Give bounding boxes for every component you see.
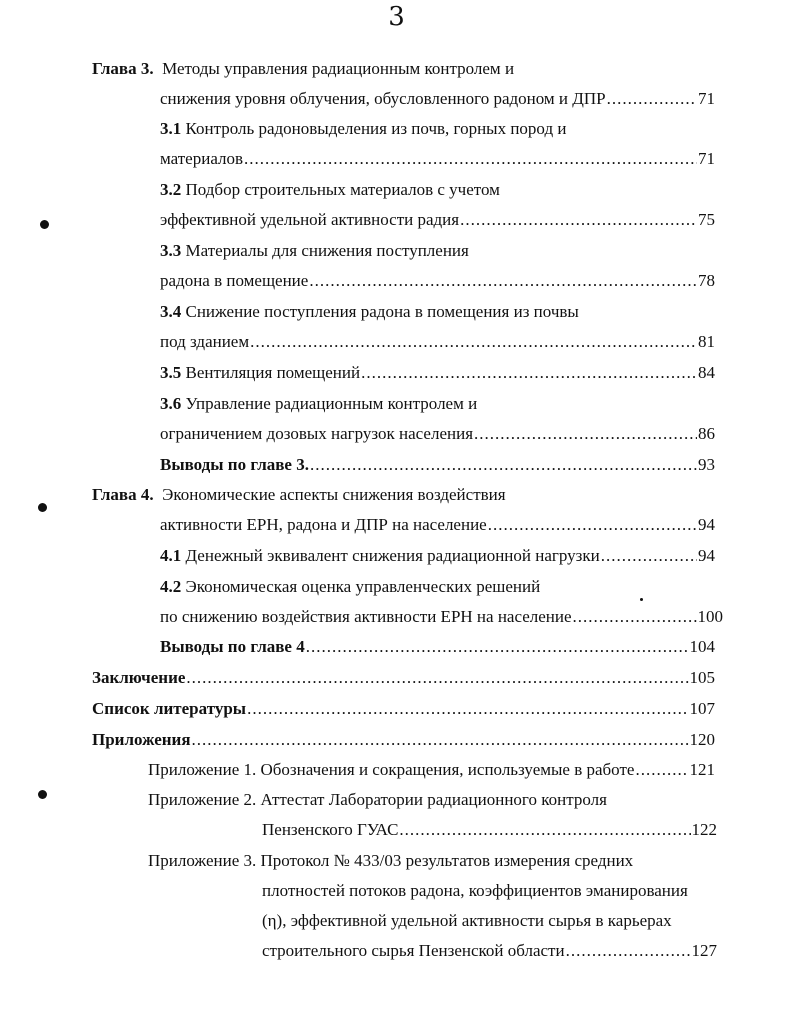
conclusion-label: Заключение — [92, 668, 186, 687]
chapter-4-page: 94 — [698, 515, 715, 534]
speck-mark — [640, 598, 643, 601]
dot-leader — [310, 454, 697, 476]
dot-leader — [488, 514, 697, 536]
dot-leader — [460, 209, 697, 231]
chapter-4-label: Глава 4. — [92, 485, 154, 504]
dot-leader — [607, 88, 697, 110]
chapter-4-title-line2: активности ЕРН, радона и ДПР на население — [160, 515, 487, 534]
section-3-2-title-line2: эффективной удельной активности радия — [160, 210, 460, 229]
appendix-3-heading — [148, 850, 633, 872]
appendix-3-title-line1: Приложение 3. Протокол № 433/03 результатов измерения средних — [148, 851, 634, 870]
dot-leader — [250, 331, 697, 353]
binder-hole-mark — [38, 790, 47, 799]
dot-leader — [361, 362, 697, 384]
chapter-3-title-line1: Методы управления радиационным контролем и — [162, 59, 515, 78]
appendix-1-entry — [148, 759, 715, 781]
section-3-6-number: 3.6 — [160, 394, 182, 413]
section-3-5-number: 3.5 — [160, 363, 182, 382]
dot-leader — [573, 606, 697, 628]
section-3-6-page: 86 — [698, 424, 715, 443]
chapter-4-conclusions-entry — [160, 636, 715, 658]
section-3-3-entry — [160, 270, 715, 292]
appendix-3-title-line4: строительного сырья Пензенской области — [262, 941, 565, 960]
chapter-4-heading — [92, 484, 506, 506]
dot-leader — [192, 729, 689, 751]
binder-hole-mark — [38, 503, 47, 512]
section-3-1-entry — [160, 148, 715, 170]
section-3-5-entry — [160, 362, 715, 384]
binder-hole-mark — [40, 220, 49, 229]
appendix-1-title: Приложение 1. Обозначения и сокращения, используемые в работе — [148, 760, 635, 779]
section-3-1-page: 71 — [698, 149, 715, 168]
section-3-4-entry — [160, 331, 715, 353]
chapter-3-entry — [160, 88, 715, 110]
section-3-1-title-line1: Контроль радоновыделения из почв, горных пород и — [185, 119, 567, 138]
chapter-3-page: 71 — [698, 89, 715, 108]
section-3-6-title-line1: Управление радиационным контролем и — [185, 394, 478, 413]
section-4-1-page: 94 — [698, 546, 715, 565]
chapter-3-conclusions-entry — [160, 454, 715, 476]
dot-leader — [247, 698, 688, 720]
dot-leader — [399, 819, 690, 841]
chapter-4-conclusions-page: 104 — [689, 637, 715, 656]
section-3-3-page: 78 — [698, 271, 715, 290]
section-4-2-number: 4.2 — [160, 577, 182, 596]
dot-leader — [186, 667, 688, 689]
section-3-4-heading — [160, 301, 579, 323]
appendix-3-title-line2: плотностей потоков радона, коэффициентов эманирования — [262, 881, 688, 900]
references-entry — [92, 698, 715, 720]
appendix-3-line3 — [262, 910, 672, 932]
chapter-3-title-line2: снижения уровня облучения, обусловленного радоном и ДПР — [160, 89, 606, 108]
chapter-3-conclusions-page: 93 — [698, 455, 715, 474]
section-3-3-heading — [160, 240, 469, 262]
section-4-2-heading — [160, 576, 540, 598]
section-4-1-number: 4.1 — [160, 546, 182, 565]
section-4-1-entry — [160, 545, 715, 567]
section-3-6-title-line2: ограничением дозовых нагрузок населения — [160, 424, 474, 443]
conclusion-entry — [92, 667, 715, 689]
section-4-2-title-line1: Экономическая оценка управленческих решений — [185, 577, 541, 596]
appendices-page: 120 — [689, 730, 715, 749]
appendix-2-page: 122 — [691, 820, 717, 839]
page-number: 3 — [388, 2, 405, 32]
references-label: Список литературы — [92, 699, 247, 718]
chapter-3-conclusions-label: Выводы по главе 3. — [160, 455, 309, 474]
section-3-5-page: 84 — [698, 363, 715, 382]
dot-leader — [601, 545, 697, 567]
appendices-entry — [92, 729, 715, 751]
section-3-6-heading — [160, 393, 477, 415]
section-3-1-heading — [160, 118, 566, 140]
section-3-4-page: 81 — [698, 332, 715, 351]
section-4-2-page: 100 — [697, 607, 723, 626]
appendix-3-entry — [262, 940, 717, 962]
references-page: 107 — [689, 699, 715, 718]
section-3-6-entry — [160, 423, 715, 445]
dot-leader — [309, 270, 697, 292]
appendix-3-page: 127 — [691, 941, 717, 960]
dot-leader — [244, 148, 697, 170]
chapter-4-entry — [160, 514, 715, 536]
section-4-2-entry — [160, 606, 723, 628]
section-4-2-title-line2: по снижению воздействия активности ЕРН на население — [160, 607, 572, 626]
section-3-4-title-line2: под зданием — [160, 332, 250, 351]
section-3-3-number: 3.3 — [160, 241, 182, 260]
section-3-4-number: 3.4 — [160, 302, 182, 321]
section-3-4-title-line1: Снижение поступления радона в помещения из почвы — [185, 302, 579, 321]
appendix-3-title-line3: (η), эффективной удельной активности сырья в карьерах — [262, 911, 672, 930]
dot-leader — [635, 759, 688, 781]
chapter-4-title-line1: Экономические аспекты снижения воздействия — [162, 485, 506, 504]
chapter-3-label: Глава 3. — [92, 59, 154, 78]
appendix-3-line2 — [262, 880, 688, 902]
appendix-2-title-line1: Приложение 2. Аттестат Лаборатории радиационного контроля — [148, 790, 607, 809]
section-3-2-heading — [160, 179, 500, 201]
section-3-3-title-line1: Материалы для снижения поступления — [185, 241, 469, 260]
section-3-2-page: 75 — [698, 210, 715, 229]
chapter-3-heading — [92, 58, 514, 80]
appendix-2-heading — [148, 789, 607, 811]
appendices-label: Приложения — [92, 730, 191, 749]
dot-leader — [306, 636, 689, 658]
chapter-4-conclusions-label: Выводы по главе 4 — [160, 637, 305, 656]
section-3-3-title-line2: радона в помещение — [160, 271, 309, 290]
section-3-1-number: 3.1 — [160, 119, 182, 138]
appendix-2-entry — [262, 819, 717, 841]
section-3-2-title-line1: Подбор строительных материалов с учетом — [185, 180, 500, 199]
section-3-2-entry — [160, 209, 715, 231]
dot-leader — [566, 940, 691, 962]
dot-leader — [474, 423, 697, 445]
section-4-1-title: Денежный эквивалент снижения радиационной нагрузки — [185, 546, 600, 565]
section-3-5-title: Вентиляция помещений — [185, 363, 361, 382]
appendix-2-title-line2: Пензенского ГУАС — [262, 820, 399, 839]
appendix-1-page: 121 — [689, 760, 715, 779]
conclusion-page: 105 — [689, 668, 715, 687]
section-3-2-number: 3.2 — [160, 180, 182, 199]
section-3-1-title-line2: материалов — [160, 149, 244, 168]
